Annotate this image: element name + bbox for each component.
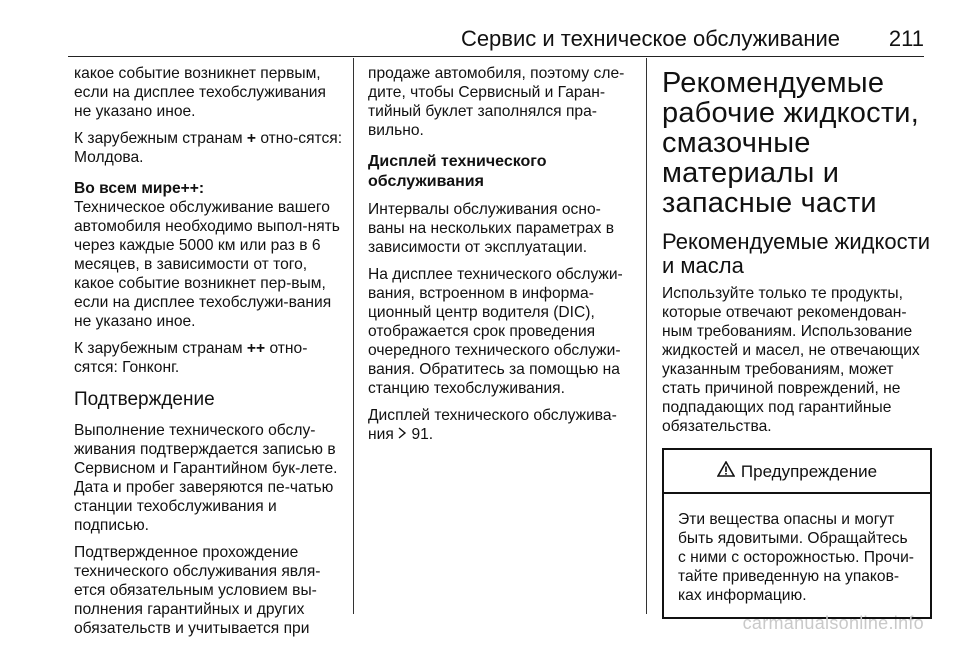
watermark: carmanualsonline.info [742,613,924,633]
page-reference[interactable]: 91. [411,426,434,443]
col1-paragraph-3: Техническое обслуживание вашего автомобиля необходимо выпол-нять через каждые 5000 км или раз в 6 месяцев, в зависимости от того, какое событие возникнет пер-вым, если на дисплее техобслужи-вания не указано иное. [74,199,340,330]
col1-paragraph-4 [74,339,344,377]
col1-heading-confirmation: Подтверждение [74,389,215,410]
plus-symbol: + [246,130,256,147]
col2-p4-prefix: Дисплей технического обслужива-ния [368,407,617,443]
column-separator-1 [353,58,354,614]
col2-paragraph-4 [368,406,636,444]
col1-paragraph-5: Выполнение технического обслу-живания подтверждается записью в Сервисном и Гарантийном бук-лете. Дата и пробег заверяются пе-чатью станции техобслуживания и подписью. [74,422,338,534]
warning-triangle-icon [717,461,735,481]
col2-heading-service-display: Дисплей технического обслуживания [368,153,547,190]
header-rule [68,56,924,57]
warning-text: Эти вещества опасны и могут быть ядовитыми. Обращайтесь с ними с осторожностью. Прочи-тайте приведенную на упаков-ках информацию. [678,511,914,604]
warning-title: Предупреждение [740,461,878,481]
column-2 [368,64,636,452]
col1-p2-suffix: отно-сятся: Молдова. [74,130,343,166]
col2-paragraph-2: Интервалы обслуживания осно-ваны на нескольких параметрах в зависимости от эксплуатации. [368,201,615,256]
header-title: Сервис и техническое обслуживание [460,26,840,51]
col1-p4-suffix: отно-сятся: Гонконг. [74,340,308,376]
warning-box [662,448,932,619]
col1-p4-prefix: К зарубежным странам [74,340,247,357]
double-plus-symbol: ++ [246,340,266,357]
col1-p2-prefix: К зарубежным странам [74,130,247,147]
section-subtitle: Рекомендуемые жидкости и масла [662,229,930,278]
page-number: 211 [888,26,924,51]
col1-paragraph-6: Подтвержденное прохождение технического обслуживания явля-ется обязательным условием вы-полнения гарантийных и других обязательств и учитывается при [74,544,321,637]
reference-arrow-icon [398,425,407,444]
col1-paragraph-1: какое событие возникнет первым, если на дисплее техобслуживания не указано иное. [74,65,326,120]
col3-paragraph-1: Используйте только те продукты, которые отвечают рекомендован-ным требованиям. Использование жидкостей и масел, не отвечающих указанным требованиям, может стать причиной повреждений, не подпадающих под гарантийные обязательства. [662,285,920,435]
col2-paragraph-3: На дисплее технического обслужи-вания, встроенном в информа-ционный центр водителя (DIC), отображается срок проведения очередного технического обслужи-вания. Обратитесь за помощью на станцию техобслуживания. [368,266,623,397]
col2-paragraph-1: продаже автомобиля, поэтому сле-дите, чтобы Сервисный и Гаран-тийный буклет заполнялся пра-вильно. [368,65,625,139]
col1-paragraph-2 [74,129,344,167]
column-separator-2 [646,58,647,614]
col1-subheading-worldwide: Во всем мире++: [74,180,205,197]
warning-header [664,450,930,494]
page-header [0,0,960,58]
section-title: Рекомендуемые рабочие жидкости, смазочные материалы и запасные части [662,67,919,219]
column-3 [662,64,932,619]
column-1 [74,64,344,646]
